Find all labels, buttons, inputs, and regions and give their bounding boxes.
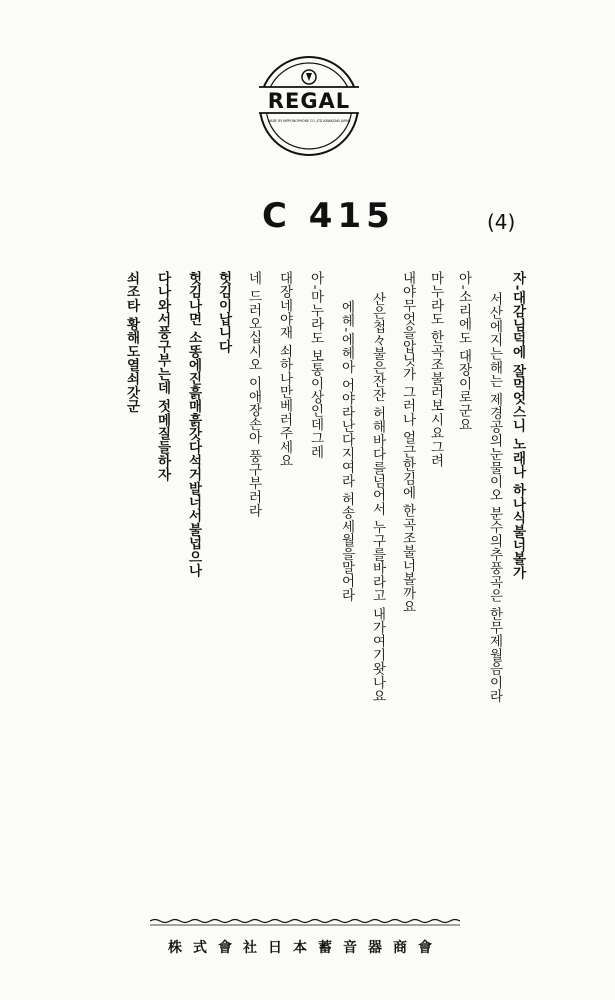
logo-subtext: MADE BY NIPPONOPHONE CO.,LTD KAWASAKI JAPAN	[267, 119, 351, 123]
logo-brand-text: REGAL	[267, 89, 351, 113]
lyric-line: 산은첩々불은잔잔 허해바다를넘어서 누구를바라고 내가여기왓나요	[369, 292, 386, 703]
lyric-line: 헛김나면 소똥에진흙매흙갓다석거발너서불넙으나	[185, 271, 202, 578]
lyric-line: 대장네야재 쇠하나만베러주세요	[276, 271, 293, 468]
catalog-number: C 415	[262, 196, 395, 236]
lyric-line: 다나와서풍구부는데 젓메질들하자	[154, 271, 171, 482]
footer-divider	[150, 917, 460, 927]
lyric-line: 네 드러오십시오 이애장손아 풍구부러라	[245, 271, 262, 518]
regal-record-label-icon	[257, 54, 361, 158]
publisher-footer: 株式會社日本蓄音器商會	[168, 940, 443, 956]
lyric-line: 에헤-에헤아 어야라난다지여라 허송세월을말어라	[338, 300, 355, 602]
lyric-line: 자-대감님덕에 잘먹엇스니 노래나 하나식불너볼가	[509, 271, 526, 580]
regal-logo	[257, 54, 361, 158]
lyric-line: 서산에지는해는 제경공의눈물이오 분수의추풍곡은 한무제월음이라	[486, 292, 503, 703]
lyric-line: 쇠조타 황해도열쇠갓군	[123, 271, 140, 413]
lyric-line: 헛김이납니다	[215, 271, 232, 354]
lyric-line: 아-소리에도 대장이로군요	[455, 271, 472, 432]
lyric-line: 아-마누라도 보통이상인데그레	[307, 271, 324, 459]
lyric-line: 마누라도 한곡조불러보시요그려	[427, 271, 444, 468]
lyric-line: 내야무엇을압닛가 그러나 얼근한김에 한곡조불너볼까요	[399, 271, 416, 614]
page-number: (4)	[487, 210, 516, 234]
